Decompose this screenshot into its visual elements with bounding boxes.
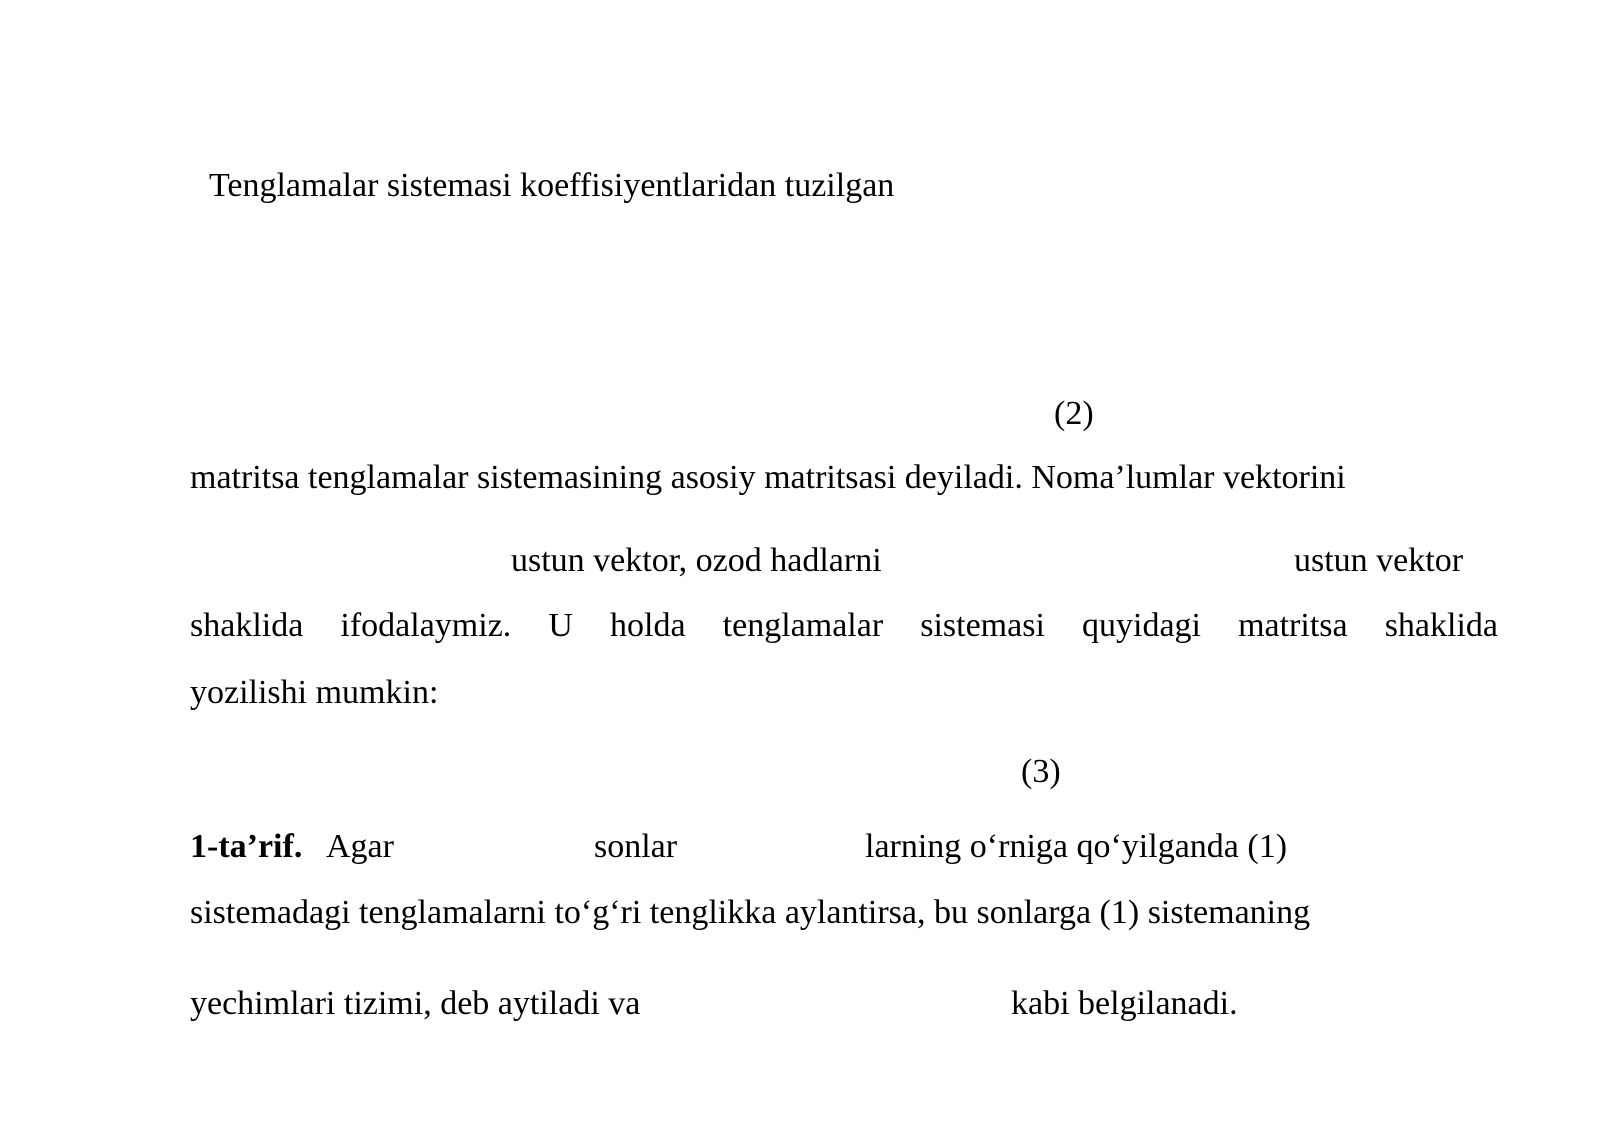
paragraph-1-line-2-segment-1: ustun vektor, ozod hadlarni (511, 542, 882, 579)
equation-3-label: (3) (1021, 753, 1061, 790)
equation-2-label: (2) (1054, 395, 1094, 432)
definition-1-agar: Agar (326, 828, 394, 865)
paragraph-1-line-3: shaklida ifodalaymiz. U holda tenglamalar sistemasi quyidagi matritsa shaklida (190, 607, 1498, 644)
paragraph-1-line-2-segment-2: ustun vektor (1294, 542, 1464, 579)
definition-1-line-3-segment-1: yechimlari tizimi, deb aytiladi va (190, 985, 641, 1022)
definition-1-title: 1-ta’rif. (190, 828, 303, 865)
definition-1-rest: larning o‘rniga qo‘yilganda (1) (865, 828, 1288, 865)
definition-1-line-3-segment-2: kabi belgilanadi. (1011, 985, 1238, 1022)
paragraph-1-line-4: yozilishi mumkin: (190, 674, 439, 711)
definition-1-sonlar: sonlar (594, 828, 678, 865)
paragraph-1-line-1: matritsa tenglamalar sistemasining asosiy matritsasi deyiladi. Noma’lumlar vektorini (190, 459, 1346, 496)
definition-1-line-2: sistemadagi tenglamalarni to‘g‘ri tenglikka aylantirsa, bu sonlarga (1) sistemaning (190, 894, 1311, 931)
intro-text: Tenglamalar sistemasi koeffisiyentlaridan tuzilgan (209, 167, 895, 204)
